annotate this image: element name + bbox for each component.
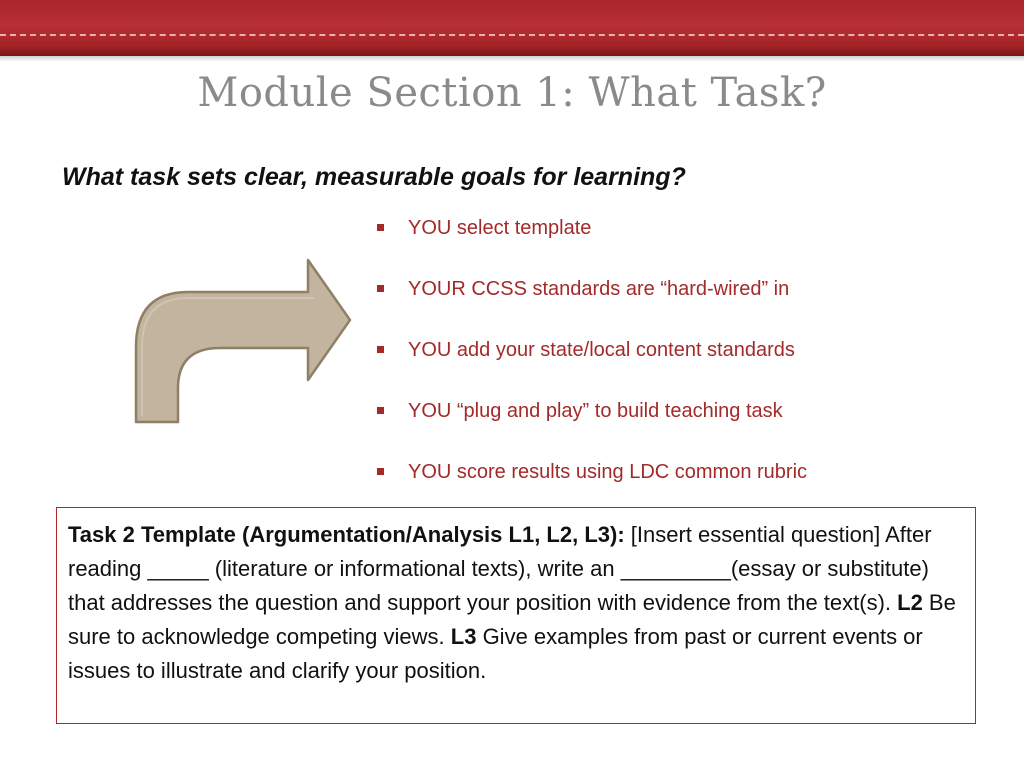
template-heading: Task 2 Template (Argumentation/Analysis L1, L2, L3): [68,522,625,547]
square-bullet-icon [377,224,384,231]
guiding-question: What task sets clear, measurable goals for learning? [62,163,686,191]
bullet-text: YOU “plug and play” to build teaching task [408,400,783,422]
square-bullet-icon [377,285,384,292]
square-bullet-icon [377,407,384,414]
bullet-text: YOU score results using LDC common rubric [408,461,808,483]
template-text: [Insert essential question] After reading _____ (literature or informational texts), write an _________(essay or substitute) that addresses the question and support your position with evidence from the text(s). [68,522,932,615]
slide-title: Module Section 1: What Task? [197,70,827,116]
list-item [376,272,807,333]
template-text: Give examples from past or current events or issues to illustrate and clarify your position. [68,624,923,683]
bullet-text: YOUR CCSS standards are “hard-wired” in [408,278,790,300]
template-label-l2: L2 [897,590,923,615]
list-item [376,394,807,455]
template-text: Be sure to acknowledge competing views. [68,590,956,649]
header-band [0,0,1024,56]
bullet-text: YOU add your state/local content standards [408,339,795,361]
task-template-box [56,507,976,724]
list-item [376,333,807,394]
list-item [376,211,807,272]
square-bullet-icon [377,346,384,353]
header-stitching [0,34,1024,36]
bullet-text: YOU select template [408,217,592,239]
bullet-list [376,211,807,516]
curved-right-arrow-icon [128,252,358,432]
template-label-l3: L3 [450,624,477,649]
square-bullet-icon [377,468,384,475]
